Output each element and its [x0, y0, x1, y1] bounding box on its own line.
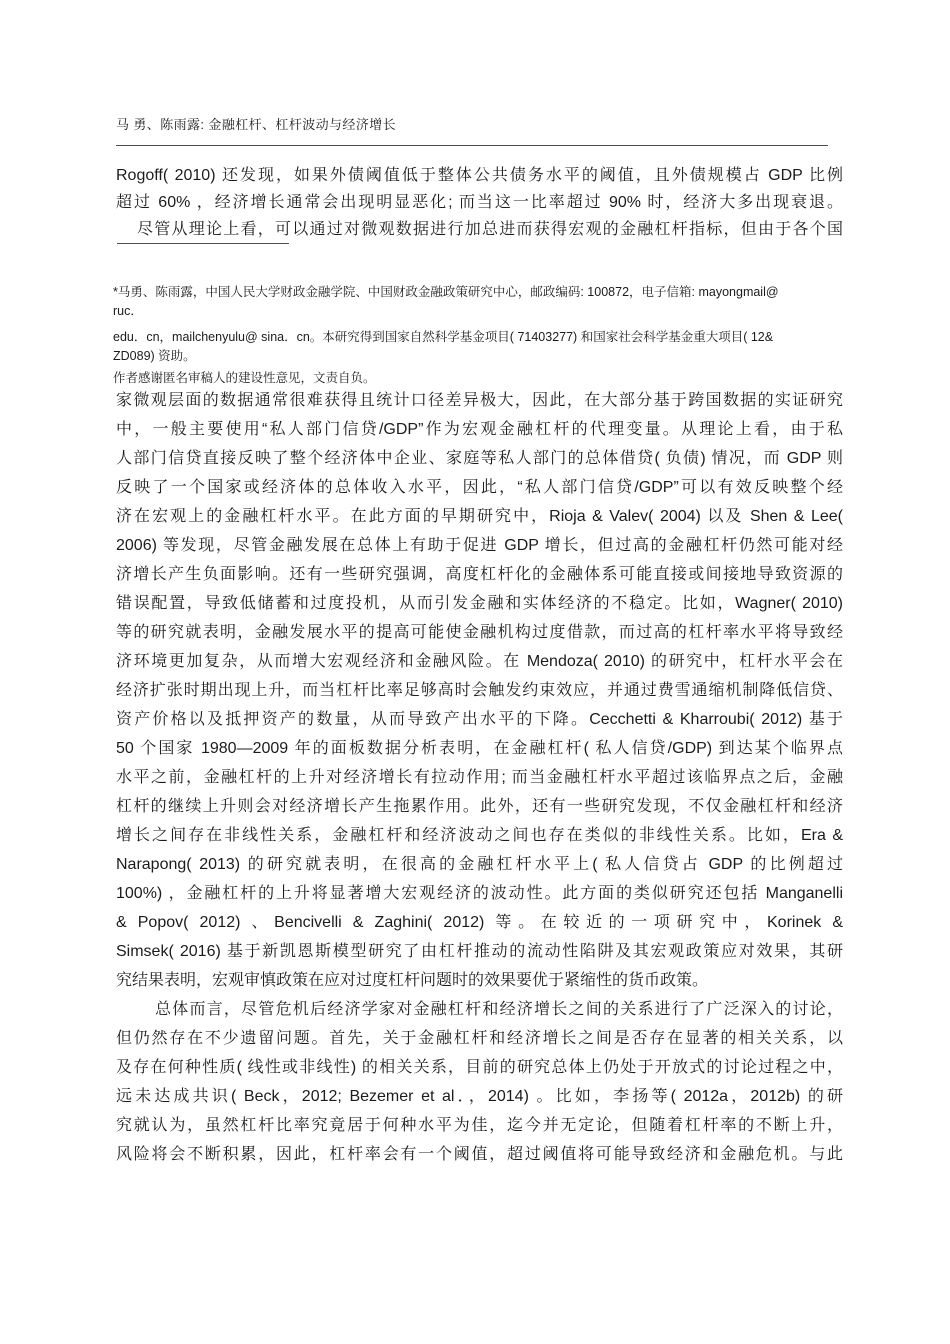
text-line: 究结果表明，宏观审慎政策在应对过度杠杆问题时的效果要优于紧缩性的货币政策。 [116, 972, 709, 989]
text-line: 人部门信贷直接反映了整个经济体中企业、家庭等私人部门的总体借贷( 负债) 情况，而 GDP 则 [116, 450, 843, 467]
running-header: 马 勇、陈雨露: 金融杠杆、杠杆波动与经济增长 [116, 117, 397, 132]
text-line: 济环境更加复杂，从而增大宏观经济和金融风险。在 Mendoza( 2010) 的研究中，杠杆水平会在 [116, 653, 843, 670]
text-line: 尽管从理论上看，可以通过对微观数据进行加总进而获得宏观的金融杠杆指标，但由于各个国 [137, 221, 843, 238]
footnote-separator [117, 243, 289, 244]
text-line: *马勇、陈雨露，中国人民大学财政金融学院、中国财政金融政策研究中心，邮政编码: 100872，电子信箱: mayongmail@ [113, 285, 779, 299]
text-line: 济增长产生负面影响。还有一些研究强调，高度杠杆化的金融体系可能直接或间接地导致资源的 [116, 566, 843, 583]
text-line: 但仍然存在不少遗留问题。首先，关于金融杠杆和经济增长之间是否存在显著的相关关系，以 [116, 1030, 843, 1047]
text-line: 总体而言，尽管危机后经济学家对金融杠杆和经济增长之间的关系进行了广泛深入的讨论， [155, 1001, 843, 1018]
text-line: 远未达成共识( Beck，2012; Bezemer et al．，2014) 。比如，李扬等( 2012a，2012b) 的研 [116, 1088, 843, 1105]
text-line: 50 个国家 1980—2009 年的面板数据分析表明，在金融杠杆( 私人信贷/GDP) 到达某个临界点 [116, 740, 843, 757]
text-line: 错误配置，导致低储蓄和过度投机，从而引发金融和实体经济的不稳定。比如，Wagner( 2010) [116, 595, 843, 612]
text-line: 等的研究就表明，金融发展水平的提高可能使金融机构过度借款，而过高的杠杆率水平将导致经 [116, 624, 843, 641]
body-text-top [116, 162, 843, 243]
text-line: 风险将会不断积累，因此，杠杆率会有一个阈值，超过阈值将可能导致经济和金融危机。与此 [116, 1146, 843, 1163]
text-line: 及存在何种性质( 线性或非线性) 的相关关系，目前的研究总体上仍处于开放式的讨论过程之中， [116, 1059, 843, 1076]
text-line: 济在宏观上的金融杠杆水平。在此方面的早期研究中，Rioja & Valev( 2004) 以及 Shen & Lee( [116, 508, 843, 525]
text-line: 中，一般主要使用“私人部门信贷/GDP”作为宏观金融杠杆的代理变量。从理论上看，由于私 [116, 421, 843, 438]
header-rule [116, 145, 828, 146]
text-line: edu．cn，mailchenyulu@ sina．cn。本研究得到国家自然科学基金项目( 71403277) 和国家社会科学基金重大项目( 12& [113, 330, 774, 344]
text-line: Simsek( 2016) 基于新凯恩斯模型研究了由杠杆推动的流动性陷阱及其宏观政策应对效果，其研 [116, 943, 843, 960]
text-line: 究就认为，虽然杠杆比率究竟居于何种水平为佳，迄今并无定论，但随着杠杆率的不断上升， [116, 1117, 843, 1134]
text-line: Rogoff( 2010) 还发现，如果外债阈值低于整体公共债务水平的阈值，且外债规模占 GDP 比例 [116, 167, 843, 184]
body-text-main [116, 386, 843, 1169]
text-line: 资产价格以及抵押资产的数量，从而导致产出水平的下降。Cecchetti & Kharroubi( 2012) 基于 [116, 711, 843, 728]
text-line: & Popov( 2012) 、Bencivelli & Zaghini( 2012) 等。在较近的一项研究中，Korinek & [116, 914, 843, 931]
text-line: 反映了一个国家或经济体的总体收入水平，因此，“私人部门信贷/GDP”可以有效反映整个经 [116, 479, 843, 496]
text-line: 2006) 等发现，尽管金融发展在总体上有助于促进 GDP 增长，但过高的金融杠杆仍然可能对经 [116, 537, 843, 554]
text-line: 家微观层面的数据通常很难获得且统计口径差异极大，因此，在大部分基于跨国数据的实证研究 [116, 392, 843, 409]
text-line: 作者感谢匿名审稿人的建设性意见，文责自负。 [113, 371, 376, 385]
footnotes [113, 283, 840, 388]
text-line: Narapong( 2013) 的研究就表明，在很高的金融杠杆水平上( 私人信贷占 GDP 的比例超过 [116, 856, 843, 873]
text-line: 增长之间存在非线性关系，金融杠杆和经济波动之间也存在类似的非线性关系。比如，Era & [116, 827, 843, 844]
text-line: 杠杆的继续上升则会对经济增长产生拖累作用。此外，还有一些研究发现，不仅金融杠杆和经济 [116, 798, 843, 815]
text-line: ZD089) 资助。 [113, 349, 196, 363]
text-line: 超过 60% ，经济增长通常会出现明显恶化; 而当这一比率超过 90% 时，经济大多出现衰退。 [116, 194, 843, 211]
text-line: 经济扩张时期出现上升，而当杠杆比率足够高时会触发约束效应，并通过费雪通缩机制降低信贷、 [116, 682, 843, 699]
text-line: 100%) ，金融杠杆的上升将显著增大宏观经济的波动性。此方面的类似研究还包括 Manganelli [116, 885, 843, 902]
text-line: ruc． [113, 304, 143, 318]
text-line: 水平之前，金融杠杆的上升对经济增长有拉动作用; 而当金融杠杆水平超过该临界点之后，金融 [116, 769, 843, 786]
